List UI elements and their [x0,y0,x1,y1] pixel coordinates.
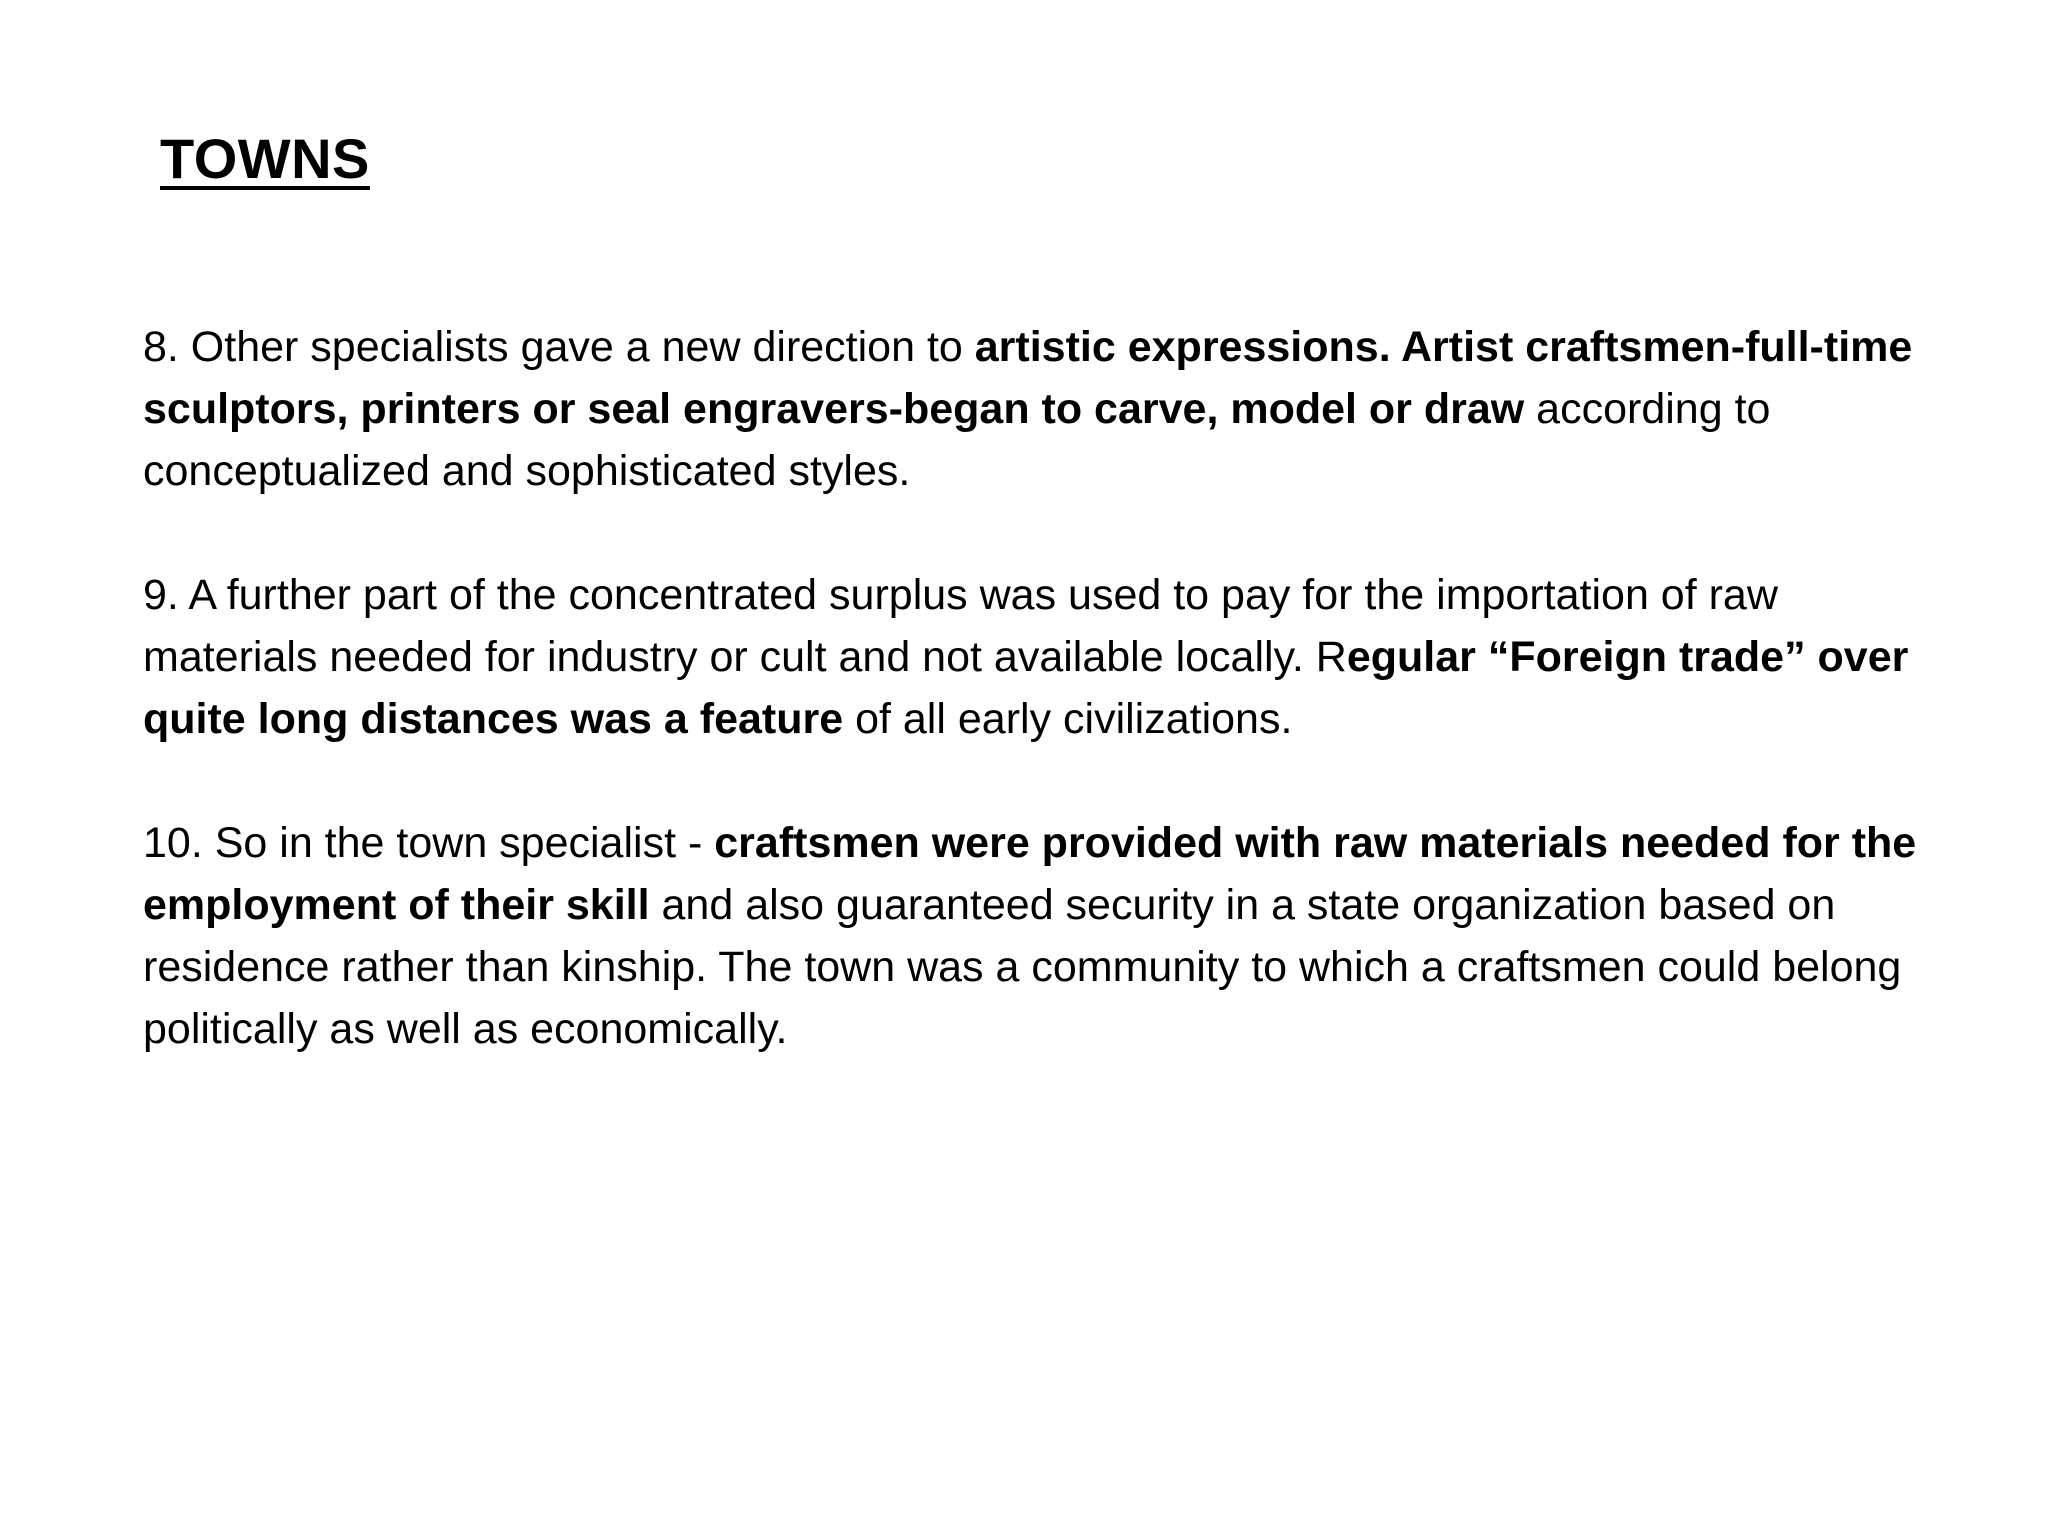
text-run: of all early civilizations. [843,695,1293,743]
text-run-bold: egular “Foreign trade” over quite long distances was a feature [143,633,1909,743]
paragraph-10 [143,812,1943,1060]
text-run-bold: craftsmen were provided with raw materials needed for the employment of their skill [143,819,1917,929]
paragraph-9 [143,564,1943,750]
text-run-bold: artistic expressions. Artist craftsmen-full-time sculptors, printers or seal engravers-began to carve, model or draw [143,323,1913,433]
text-run: 9. A further part of the concentrated surplus was used to pay for the importation of raw materials needed for industry or cult and not available locally. R [143,571,1778,681]
text-run: 8. Other specialists gave a new direction to [143,323,975,371]
paragraph-8 [143,316,1943,502]
slide-title: TOWNS [160,127,370,190]
text-run: according to conceptualized and sophisticated styles. [143,385,1771,495]
text-run: 10. So in the town specialist - [143,819,715,867]
slide-body [143,316,1943,1122]
text-run: and also guaranteed security in a state organization based on residence rather than kinship. The town was a community to which a craftsmen could belong politically as well as economically. [143,881,1902,1053]
